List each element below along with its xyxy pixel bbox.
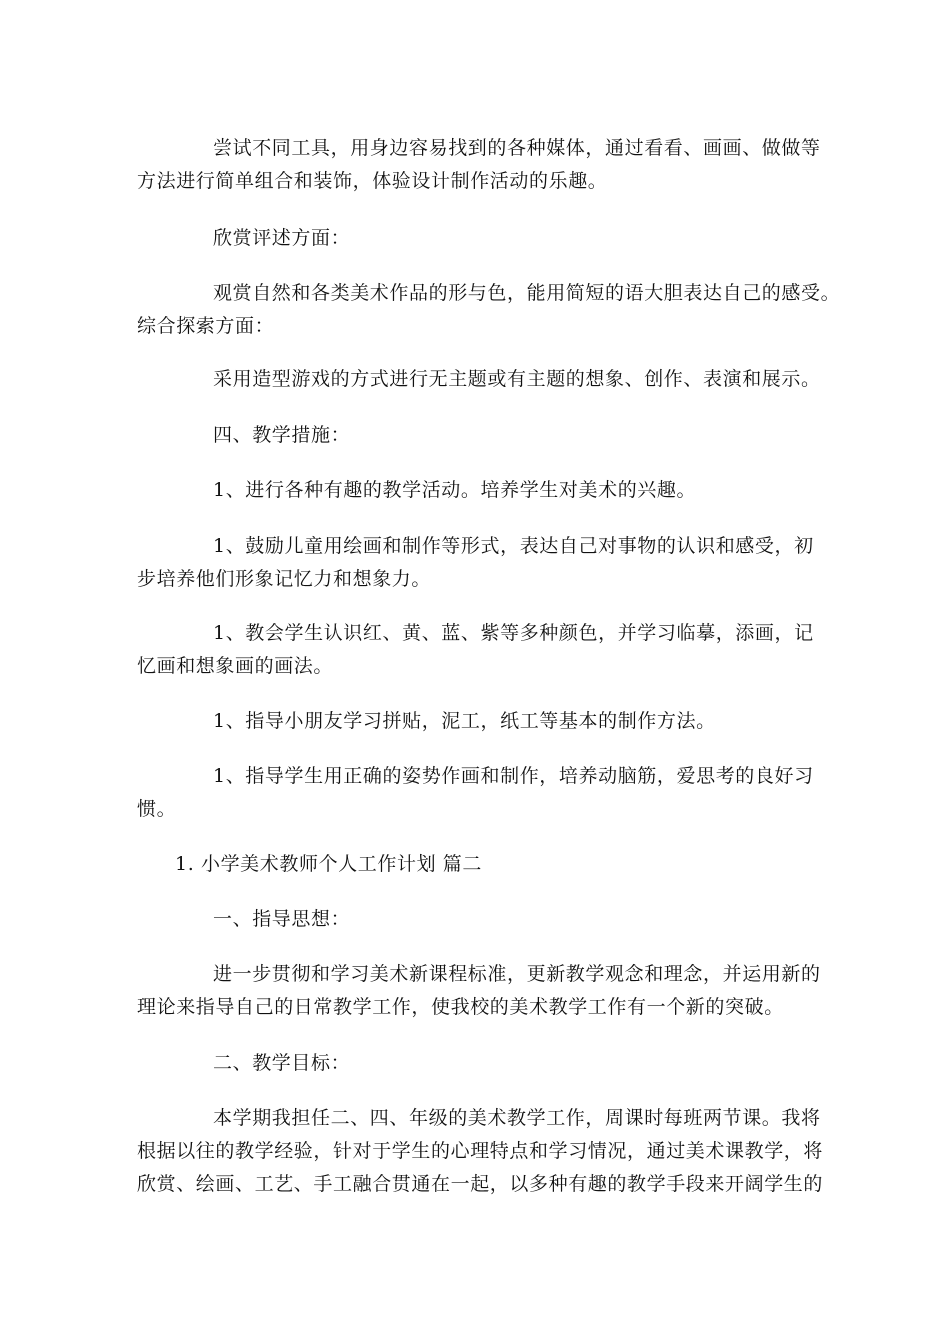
text-line: 二、教学目标： <box>213 1052 351 1074</box>
text-line: 忆画和想象画的画法。 <box>137 655 334 677</box>
section-title-part-two <box>137 848 817 881</box>
text-line: 1、指导学生用正确的姿势作画和制作，培养动脑筋，爱思考的良好习 <box>213 765 814 787</box>
text-line: 步培养他们形象记忆力和想象力。 <box>137 568 432 590</box>
text-line: 理论来指导自己的日常教学工作，使我校的美术教学工作有一个新的突破。 <box>137 996 784 1018</box>
measure-item-3 <box>137 617 817 683</box>
text-line: 根据以往的教学经验，针对于学生的心理特点和学习情况，通过美术课教学，将 <box>137 1140 824 1162</box>
text-line: 综合探索方面： <box>137 315 275 337</box>
text-line: 欣赏评述方面： <box>213 227 351 249</box>
measure-item-2 <box>137 530 817 596</box>
heading-guiding-ideology <box>137 903 817 936</box>
paragraph-appreciation <box>137 277 841 343</box>
text-line: 欣赏、绘画、工艺、手工融合贯通在一起，以多种有趣的教学手段来开阔学生的 <box>137 1173 824 1195</box>
text-line: 进一步贯彻和学习美术新课程标准，更新教学观念和理念，并运用新的 <box>213 963 821 985</box>
text-line: 四、教学措施： <box>213 424 351 446</box>
text-line: 1. 小学美术教师个人工作计划 篇二 <box>175 853 483 875</box>
measure-item-5 <box>137 760 817 826</box>
measure-item-1 <box>137 474 817 507</box>
text-line: 一、指导思想： <box>213 908 351 930</box>
paragraph-tools-media <box>137 132 821 198</box>
text-line: 1、教会学生认识红、黄、蓝、紫等多种颜色，并学习临摹，添画，记 <box>213 622 814 644</box>
section-label-appreciation <box>137 222 817 255</box>
measure-item-4 <box>137 705 817 738</box>
text-line: 尝试不同工具，用身边容易找到的各种媒体，通过看看、画画、做做等 <box>213 137 821 159</box>
text-line: 1、指导小朋友学习拼贴，泥工，纸工等基本的制作方法。 <box>213 710 716 732</box>
text-line: 采用造型游戏的方式进行无主题或有主题的想象、创作、表演和展示。 <box>213 368 821 390</box>
paragraph-teaching-goals <box>137 1102 824 1201</box>
paragraph-guiding-ideology <box>137 958 821 1024</box>
paragraph-exploration <box>137 363 821 396</box>
heading-teaching-measures <box>137 419 817 452</box>
text-line: 方法进行简单组合和装饰，体验设计制作活动的乐趣。 <box>137 170 608 192</box>
text-line: 观赏自然和各类美术作品的形与色，能用简短的语大胆表达自己的感受。 <box>213 282 841 304</box>
text-line: 1、进行各种有趣的教学活动。培养学生对美术的兴趣。 <box>213 479 697 501</box>
text-line: 惯。 <box>137 798 177 820</box>
heading-teaching-goals <box>137 1047 817 1080</box>
text-line: 1、鼓励儿童用绘画和制作等形式，表达自己对事物的认识和感受，初 <box>213 535 814 557</box>
text-line: 本学期我担任二、四、年级的美术教学工作，周课时每班两节课。我将 <box>213 1107 821 1129</box>
